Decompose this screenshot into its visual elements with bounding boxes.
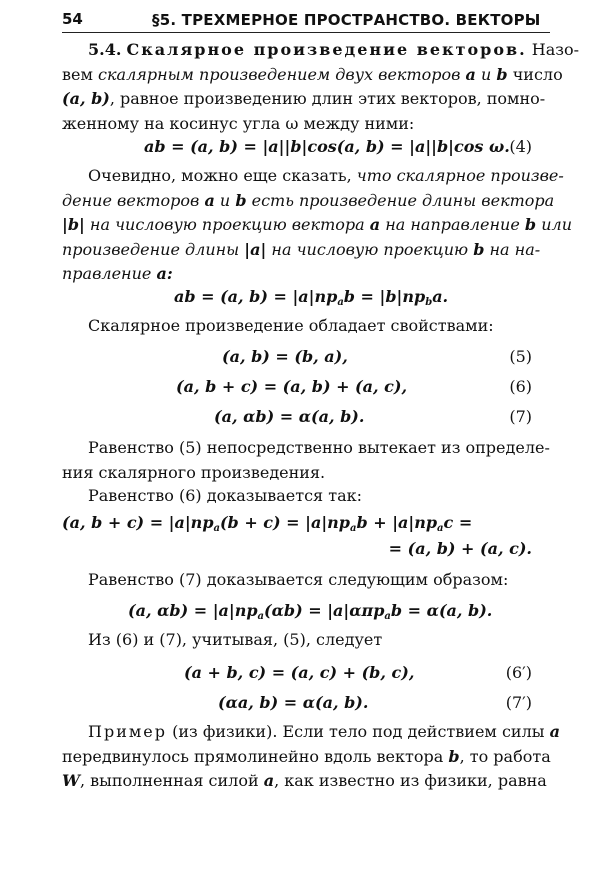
section-number: 5.4.	[88, 40, 122, 59]
equation-proof-6-line1	[62, 510, 540, 536]
text: что скалярное произве-	[356, 166, 564, 185]
equation-4	[62, 134, 540, 160]
formula-part: (b + c) = |a|пр	[219, 513, 350, 532]
equation-number: (5)	[509, 347, 532, 366]
equation-proof-7	[62, 598, 540, 624]
formula-part: (a, αb) = |a|пр	[128, 601, 258, 620]
text: правление	[62, 264, 152, 284]
text: произведение длины	[62, 239, 240, 259]
work-symbol: W	[62, 771, 80, 791]
vector-b: b	[235, 190, 247, 210]
subscript: a	[384, 611, 391, 622]
text: Скалярное произведение обладает свойствами:	[88, 316, 494, 335]
vector-b: b	[473, 239, 485, 259]
vector-a: a	[204, 190, 215, 210]
term-scalar-product: скалярным произведением двух векторов	[98, 64, 461, 84]
equation-5	[62, 344, 540, 370]
equation-formula: = (a, b) + (a, c).	[388, 539, 532, 558]
subscript: a	[213, 523, 220, 534]
equation-number: (4)	[509, 137, 532, 156]
subscript: a	[337, 297, 344, 308]
text: и	[219, 190, 231, 210]
equation-7	[62, 404, 540, 430]
text: на на-	[489, 239, 541, 259]
subscript: a	[349, 523, 357, 534]
text: , то работа	[459, 746, 551, 766]
page-number: 54	[62, 10, 83, 28]
vector-a: a	[263, 771, 275, 791]
formula-part: a.	[432, 287, 449, 306]
equation-formula: ab = (a, b) = |a||b|cos(a, b) = |a||b|cos ω.	[144, 137, 510, 156]
text: Очевидно, можно еще сказать,	[88, 166, 352, 185]
formula-part: b = α(a, b).	[390, 601, 493, 620]
equation-formula	[128, 598, 492, 630]
equation-projection	[62, 284, 540, 310]
intro-text: вем	[62, 64, 93, 84]
length-b: |b|	[62, 215, 85, 235]
text: ния скалярного произведения.	[62, 462, 326, 482]
text: Равенство (5) непосредственно вытекает из определе-	[88, 438, 550, 457]
intro-text: и	[481, 64, 492, 84]
paragraph-example	[62, 720, 560, 794]
formula-part: b + |a|пр	[356, 513, 438, 532]
equation-formula: (a, αb) = α(a, b).	[214, 407, 365, 426]
formula-part: b = |b|пр	[343, 287, 426, 306]
intro-text: женному на косинус угла ω между ними:	[62, 113, 415, 133]
equation-number: (6)	[509, 377, 532, 396]
equation-proof-6-line2	[62, 536, 540, 562]
vector-a: a	[369, 215, 381, 235]
paragraph-obviously	[62, 164, 572, 287]
notation-ab: (a, b)	[62, 89, 110, 109]
formula-part: (a, b + c) = |a|пр	[62, 513, 214, 532]
text: Равенство (7) доказывается следующим образом:	[88, 570, 509, 589]
text: Из (6) и (7), учитывая, (5), следует	[88, 630, 383, 649]
paragraph-equality-7	[62, 568, 540, 593]
paragraph-equality-5	[62, 436, 550, 485]
vector-a: a	[549, 722, 560, 741]
page-header	[62, 6, 550, 33]
paragraph-equality-6	[62, 484, 540, 509]
text: дение векторов	[62, 190, 200, 210]
text: или	[541, 215, 572, 235]
example-label: Пример	[88, 722, 168, 741]
subscript: a	[437, 523, 444, 534]
text: на числовую проекцию	[271, 239, 469, 259]
equation-number: (7)	[509, 407, 532, 426]
text: , как известно из физики, равна	[274, 771, 547, 791]
subscript: b	[425, 297, 433, 308]
vector-b: b	[496, 64, 508, 84]
running-title: §5. ТРЕХМЕРНОЕ ПРОСТРАНСТВО. ВЕКТОРЫ	[152, 11, 541, 29]
subscript: a	[257, 611, 265, 622]
formula-part: ab = (a, b) = |a|пр	[174, 287, 338, 306]
text: Равенство (6) доказывается так:	[88, 486, 363, 505]
text: передвинулось прямолинейно вдоль вектора	[62, 746, 444, 766]
equation-number: (7′)	[505, 693, 532, 712]
equation-formula: (αa, b) = α(a, b).	[218, 693, 369, 712]
paragraph-from	[62, 628, 540, 653]
formula-part: c =	[443, 513, 473, 532]
vector-b: b	[448, 746, 460, 766]
intro-text: , равное произведению длин этих векторов, помно-	[109, 89, 546, 109]
length-a: |a|	[244, 239, 267, 259]
intro-text: число	[512, 64, 563, 84]
equation-7-prime	[62, 690, 540, 716]
paragraph-properties	[62, 314, 540, 339]
equation-6	[62, 374, 540, 400]
intro-text: Назо-	[531, 40, 580, 59]
equation-6-prime	[62, 660, 540, 686]
section-title: Скалярное произведение векторов.	[126, 40, 527, 59]
equation-formula: (a + b, c) = (a, c) + (b, c),	[184, 663, 415, 682]
vector-b: b	[524, 215, 537, 235]
equation-number: (6′)	[505, 663, 532, 682]
text: на направление	[385, 215, 520, 235]
text: , выполненная силой	[79, 771, 259, 791]
equation-formula	[174, 284, 448, 316]
text: на числовую проекцию вектора	[89, 215, 365, 235]
equation-formula: (a, b + c) = (a, b) + (a, c),	[176, 377, 408, 396]
text: (из физики). Если тело под действием силы	[172, 722, 545, 741]
vector-a: a:	[156, 264, 173, 284]
formula-part: (αb) = |a|απр	[264, 601, 385, 620]
equation-formula: (a, b) = (b, a),	[222, 347, 348, 366]
section-intro	[62, 38, 580, 136]
text: есть произведение длины вектора	[251, 190, 555, 210]
vector-a: a	[465, 64, 476, 84]
